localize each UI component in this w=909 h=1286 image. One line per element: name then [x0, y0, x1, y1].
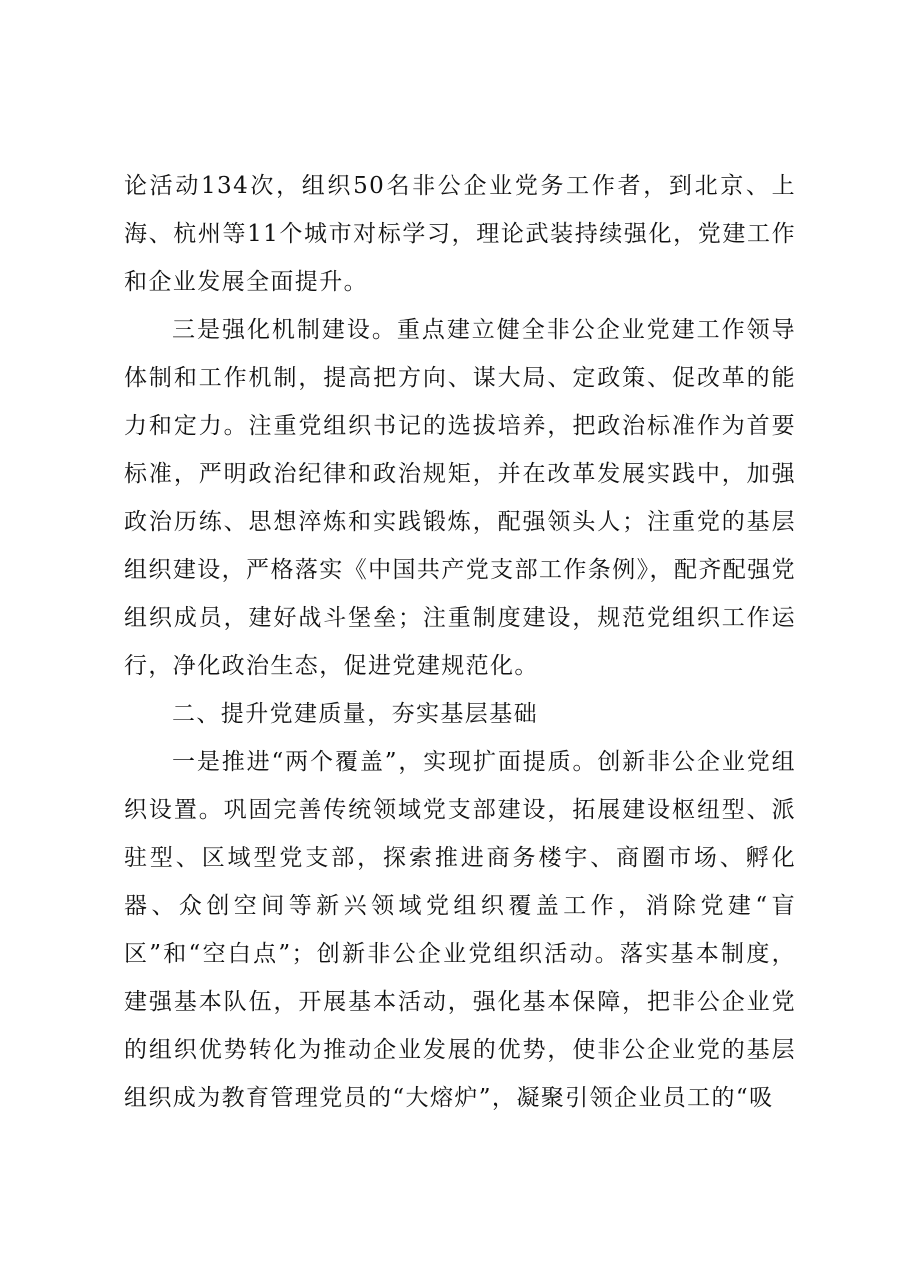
document-body [124, 162, 796, 1122]
paragraph-continued: 论活动134次，组织50名非公企业党务工作者，到北京、上海、杭州等11个城市对标学习，理论武装持续强化，党建工作和企业发展全面提升。 [124, 173, 796, 295]
paragraph-mechanism-building: 三是强化机制建设。重点建立健全非公企业党建工作领导体制和工作机制，提高把方向、谋大局、定政策、促改革的能力和定力。注重党组织书记的选拔培养，把政治标准作为首要标准，严明政治纪律和政治规矩，并在改革发展实践中，加强政治历练、思想淬炼和实践锻炼，配强领头人；注重党的基层组织建设，严格落实《中国共产党支部工作条例》，配齐配强党组织成员，建好战斗堡垒；注重制度建设，规范党组织工作运行，净化政治生态，促进党建规范化。 [124, 317, 796, 679]
paragraph-two-coverages: 一是推进“两个覆盖”，实现扩面提质。创新非公企业党组织设置。巩固完善传统领域党支部建设，拓展建设枢纽型、派驻型、区域型党支部，探索推进商务楼宇、商圈市场、孵化器、众创空间等新兴领域党组织覆盖工作，消除党建“盲区”和“空白点”；创新非公企业党组织活动。落实基本制度，建强基本队伍，开展基本活动，强化基本保障，把非公企业党的组织优势转化为推动企业发展的优势，使非公企业党的基层组织成为教育管理党员的“大熔炉”，凝聚引领企业员工的“吸 [124, 749, 796, 1111]
section-heading: 二、提升党建质量，夯实基层基础 [172, 701, 538, 727]
